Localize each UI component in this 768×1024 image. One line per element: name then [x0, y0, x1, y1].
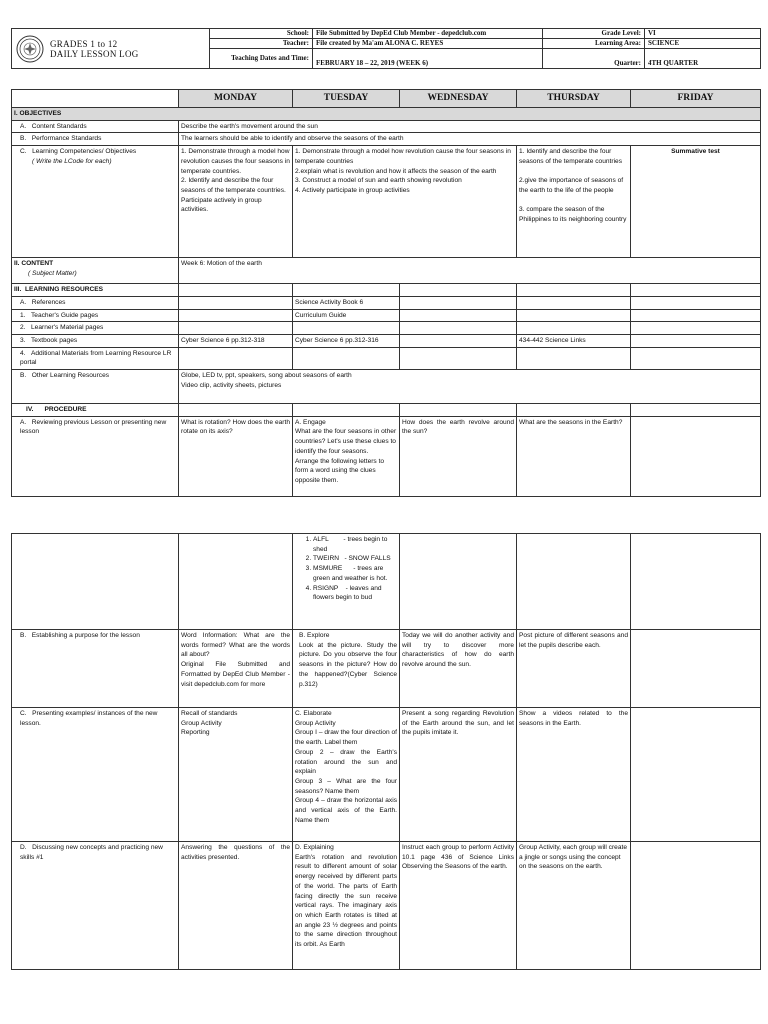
textbook-pages-monday: Cyber Science 6 pp.312-318 — [179, 334, 293, 347]
learning-area-label: Learning Area: — [543, 39, 645, 49]
school-label: School: — [210, 29, 313, 39]
list-item: 1. ALFL - trees begin to shed — [313, 535, 397, 554]
content-heading: II. CONTENT — [14, 260, 54, 268]
competencies-friday: Summative test — [631, 146, 761, 258]
reviewing-thursday: What are the seasons in the Earth? — [517, 416, 631, 496]
day-header-tuesday: TUESDAY — [293, 90, 400, 108]
teaching-dates-value: FEBRUARY 18 – 22, 2019 (WEEK 6) — [313, 49, 543, 69]
discussing-wednesday: Instruct each group to perform Activity 10.1 page 436 of Science Links Observing the Seasons of the earth. — [400, 842, 517, 970]
header-table — [11, 28, 761, 69]
teacher-value: File created by Ma'am ALONA C. REYES — [313, 39, 543, 49]
objectives-heading: I. OBJECTIVES — [12, 108, 761, 121]
establishing-purpose-label: B. Establishing a purpose for the lesson — [12, 630, 179, 708]
dll-page-1 — [11, 89, 760, 497]
teachers-guide-label: 1. Teacher's Guide pages — [12, 309, 179, 322]
scrambled-words-list — [295, 535, 397, 603]
other-resources-value: Globe, LED tv, ppt, speakers, song about seasons of earth Video clip, activity sheets, pictures — [179, 370, 761, 404]
day-header-monday: MONDAY — [179, 90, 293, 108]
reviewing-lesson-label: A. Reviewing previous Lesson or presenting new lesson — [12, 416, 179, 496]
textbook-pages-thursday: 434-442 Science Links — [517, 334, 631, 347]
purpose-tuesday: B. Explore Look at the picture. Study the picture. Do you observe the four seasons in the picture? How do the happened?(Cyber Science p.312) — [293, 630, 400, 708]
discussing-monday: Answering the questions of the activities presented. — [179, 842, 293, 970]
reviewing-tuesday: A. Engage What are the four seasons in other countries? Let's use these clues to identify the four seasons. Arrange the following letters to form a word using the clues opposite them. — [293, 416, 400, 496]
purpose-thursday: Post picture of different seasons and let the pupils describe each. — [517, 630, 631, 708]
grade-level-label: Grade Level: — [543, 29, 645, 39]
competencies-label: C. Learning Competencies/ Objectives — [20, 148, 137, 156]
purpose-wednesday: Today we will do another activity and will try to discover more characteristics of how do earth revolve around the sun. — [400, 630, 517, 708]
discussing-thursday: Group Activity, each group will create a jingle or songs using the concept on the seasons on the earth. — [517, 842, 631, 970]
day-header-friday: FRIDAY — [631, 90, 761, 108]
references-tuesday: Science Activity Book 6 — [293, 296, 400, 309]
header-logo-cell — [12, 29, 210, 69]
discussing-tuesday: D. Explaining Earth's rotation and revolution result to different amount of solar energy received by different parts of the world. The parts of Earth facing directly the sun receive vertical rays. The imaginary axis on which Earth rotates is tilted at an angle 23 ½ degrees and points to the same direction throughout its orbit. As Earth — [293, 842, 400, 970]
dll-header — [11, 28, 760, 69]
quarter-value: 4TH QUARTER — [645, 49, 761, 69]
day-header-wednesday: WEDNESDAY — [400, 90, 517, 108]
corner-cell — [12, 90, 179, 108]
competencies-thursday: 1. Identify and describe the four seasons of the temperate countries 2.give the importance of seasons of the earth to the life of the people 3. compare the season of the Philippines to its neighboring country — [517, 146, 631, 258]
lesson-table-2 — [11, 533, 761, 970]
learning-resources-heading: III. LEARNING RESOURCES — [12, 284, 179, 297]
learners-material-label: 2. Learner's Material pages — [12, 322, 179, 335]
additional-materials-label: 4. Additional Materials from Learning Resource LR portal — [12, 347, 179, 369]
title-line-1: GRADES 1 to 12 — [50, 38, 118, 49]
examples-wednesday: Present a song regarding Revolution of the Earth around the sun, and let the pupils imitate it. — [400, 708, 517, 842]
reviewing-tuesday-continued — [293, 534, 400, 630]
list-item: 3. MSMURE - trees are green and weather is hot. — [313, 564, 397, 583]
teachers-guide-tuesday: Curriculum Guide — [293, 309, 400, 322]
content-standards-value: Describe the earth's movement around the sun — [179, 120, 761, 133]
content-standards-label: A. Content Standards — [12, 120, 179, 133]
examples-tuesday: C. Elaborate Group Activity Group I – draw the four direction of the earth. Label them Group 2 – draw the Earth's rotation around the sun and explain Group 3 – What are the four seasons? Name them Group 4 – draw the horizontal axis and vertical axis of the Earth. Name them — [293, 708, 400, 842]
procedure-heading: IV. PROCEDURE — [12, 404, 179, 417]
reviewing-wednesday: How does the earth revolve around the sun? — [400, 416, 517, 496]
competencies-note: ( Write the LCode for each) — [32, 157, 112, 165]
grade-level-value: VI — [645, 29, 761, 39]
other-resources-label: B. Other Learning Resources — [12, 370, 179, 404]
competencies-tuesday-wednesday: 1. Demonstrate through a model how revolution cause the four seasons in temperate countries 2.explain what is revolution and how it affects the season of the earth 3. Construct a model of sun and earth showing revolution 4. Actively participate in group activities — [293, 146, 517, 258]
competencies-label-cell — [12, 146, 179, 258]
content-label-cell — [12, 258, 179, 284]
examples-monday: Recall of standards Group Activity Reporting — [179, 708, 293, 842]
subject-matter-label: ( Subject Matter) — [28, 269, 77, 277]
purpose-friday — [631, 630, 761, 708]
performance-standards-label: B. Performance Standards — [12, 133, 179, 146]
deped-seal-icon — [16, 35, 44, 63]
title-line-2: DAILY LESSON LOG — [50, 48, 139, 59]
discussing-friday — [631, 842, 761, 970]
competencies-monday: 1. Demonstrate through a model how revolution causes the four seasons in temperate countries. 2. Identify and describe the four seasons of the temperate countries. Participate actively in group activities. — [179, 146, 293, 258]
dll-page-2 — [11, 533, 760, 970]
teacher-label: Teacher: — [210, 39, 313, 49]
examples-thursday: Show a videos related to the seasons in the Earth. — [517, 708, 631, 842]
list-item: 2. TWEIRN - SNOW FALLS — [313, 554, 397, 564]
day-header-thursday: THURSDAY — [517, 90, 631, 108]
quarter-label: Quarter: — [543, 49, 645, 69]
textbook-pages-label: 3. Textbook pages — [12, 334, 179, 347]
lesson-table-1 — [11, 89, 761, 497]
list-item: 4. RSIGNP - leaves and flowers begin to bud — [313, 584, 397, 603]
presenting-examples-label: C. Presenting examples/ instances of the new lesson. — [12, 708, 179, 842]
examples-friday — [631, 708, 761, 842]
textbook-pages-tuesday: Cyber Science 6 pp.312-316 — [293, 334, 400, 347]
reviewing-monday: What is rotation? How does the earth rotate on its axis? — [179, 416, 293, 496]
discussing-concepts-label: D. Discussing new concepts and practicing new skills #1 — [12, 842, 179, 970]
content-value: Week 6: Motion of the earth — [179, 258, 761, 284]
teaching-dates-label: Teaching Dates and Time: — [210, 49, 313, 69]
references-label: A. References — [12, 296, 179, 309]
performance-standards-value: The learners should be able to identify and observe the seasons of the earth — [179, 133, 761, 146]
reviewing-friday — [631, 416, 761, 496]
school-value: File Submitted by DepEd Club Member - depedclub.com — [313, 29, 543, 39]
learning-area-value: SCIENCE — [645, 39, 761, 49]
purpose-monday: Word Information: What are the words formed? What are the words all about? Original File Submitted and Formatted by DepEd Club Member - visit depedclub.com for more — [179, 630, 293, 708]
